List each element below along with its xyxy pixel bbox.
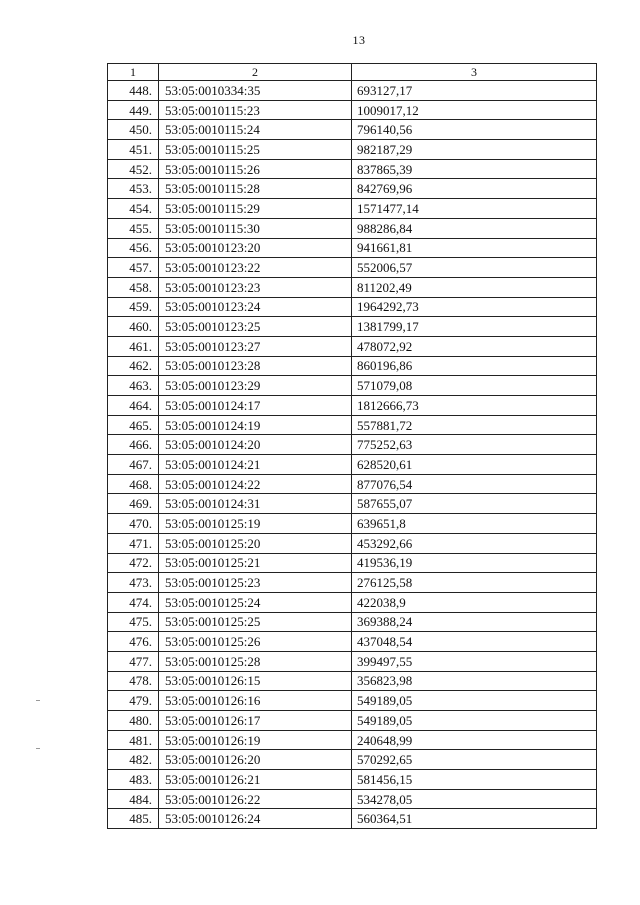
table-row	[108, 770, 597, 790]
cadastral-value: 860196,86	[352, 356, 597, 376]
table-row	[108, 789, 597, 809]
row-number: 479.	[108, 691, 159, 711]
cadastral-number: 53:05:0010126:17	[159, 711, 352, 731]
row-number: 466.	[108, 435, 159, 455]
row-number: 470.	[108, 514, 159, 534]
cadastral-number: 53:05:0010123:23	[159, 277, 352, 297]
row-number: 472.	[108, 553, 159, 573]
row-number: 460.	[108, 317, 159, 337]
cadastral-value: 628520,61	[352, 455, 597, 475]
table-row	[108, 573, 597, 593]
cadastral-number: 53:05:0010115:28	[159, 179, 352, 199]
table-row	[108, 474, 597, 494]
cadastral-number: 53:05:0010115:23	[159, 100, 352, 120]
row-number: 469.	[108, 494, 159, 514]
column-header-3: 3	[352, 64, 597, 81]
cadastral-value: 842769,96	[352, 179, 597, 199]
cadastral-number: 53:05:0010123:27	[159, 336, 352, 356]
row-number: 475.	[108, 612, 159, 632]
row-number: 480.	[108, 711, 159, 731]
cadastral-number: 53:05:0010125:28	[159, 651, 352, 671]
cadastral-value: 369388,24	[352, 612, 597, 632]
cadastral-number: 53:05:0010124:19	[159, 415, 352, 435]
cadastral-value: 419536,19	[352, 553, 597, 573]
row-number: 485.	[108, 809, 159, 829]
row-number: 484.	[108, 789, 159, 809]
cadastral-number: 53:05:0010126:20	[159, 750, 352, 770]
cadastral-value: 988286,84	[352, 218, 597, 238]
table-body	[108, 81, 597, 829]
row-number: 456.	[108, 238, 159, 258]
header-row	[108, 64, 597, 81]
margin-mark	[36, 748, 40, 749]
row-number: 464.	[108, 396, 159, 416]
cadastral-number: 53:05:0010126:22	[159, 789, 352, 809]
cadastral-number: 53:05:0010125:24	[159, 592, 352, 612]
cadastral-value: 982187,29	[352, 140, 597, 160]
page-number: 13	[352, 33, 366, 47]
cadastral-value: 1964292,73	[352, 297, 597, 317]
cadastral-value: 639651,8	[352, 514, 597, 534]
row-number: 478.	[108, 671, 159, 691]
table-row	[108, 376, 597, 396]
cadastral-number: 53:05:0010125:26	[159, 632, 352, 652]
table-row	[108, 356, 597, 376]
cadastral-value: 552006,57	[352, 258, 597, 278]
row-number: 473.	[108, 573, 159, 593]
table-row	[108, 297, 597, 317]
cadastral-number: 53:05:0010124:21	[159, 455, 352, 475]
table-row	[108, 750, 597, 770]
cadastral-number: 53:05:0010115:26	[159, 159, 352, 179]
cadastral-number: 53:05:0010126:15	[159, 671, 352, 691]
table-row	[108, 100, 597, 120]
cadastral-value: 775252,63	[352, 435, 597, 455]
cadastral-value: 1009017,12	[352, 100, 597, 120]
cadastral-number: 53:05:0010115:29	[159, 199, 352, 219]
cadastral-number: 53:05:0010125:20	[159, 533, 352, 553]
table-row	[108, 336, 597, 356]
row-number: 474.	[108, 592, 159, 612]
row-number: 476.	[108, 632, 159, 652]
cadastral-number: 53:05:0010126:16	[159, 691, 352, 711]
cadastral-number: 53:05:0010123:25	[159, 317, 352, 337]
cadastral-value: 1381799,17	[352, 317, 597, 337]
cadastral-value: 587655,07	[352, 494, 597, 514]
row-number: 461.	[108, 336, 159, 356]
table-row	[108, 514, 597, 534]
cadastral-number: 53:05:0010126:19	[159, 730, 352, 750]
row-number: 465.	[108, 415, 159, 435]
row-number: 458.	[108, 277, 159, 297]
row-number: 477.	[108, 651, 159, 671]
cadastral-value: 693127,17	[352, 81, 597, 101]
cadastral-number: 53:05:0010115:30	[159, 218, 352, 238]
cadastral-number: 53:05:0010115:25	[159, 140, 352, 160]
cadastral-value: 534278,05	[352, 789, 597, 809]
cadastral-number: 53:05:0010125:21	[159, 553, 352, 573]
cadastral-value: 877076,54	[352, 474, 597, 494]
row-number: 467.	[108, 455, 159, 475]
cadastral-value: 478072,92	[352, 336, 597, 356]
row-number: 471.	[108, 533, 159, 553]
cadastral-number: 53:05:0010123:22	[159, 258, 352, 278]
cadastral-number: 53:05:0010115:24	[159, 120, 352, 140]
row-number: 455.	[108, 218, 159, 238]
row-number: 450.	[108, 120, 159, 140]
cadastral-value: 453292,66	[352, 533, 597, 553]
row-number: 468.	[108, 474, 159, 494]
table-row	[108, 120, 597, 140]
row-number: 462.	[108, 356, 159, 376]
cadastral-value: 549189,05	[352, 711, 597, 731]
row-number: 453.	[108, 179, 159, 199]
row-number: 448.	[108, 81, 159, 101]
table-row	[108, 415, 597, 435]
table-row	[108, 494, 597, 514]
row-number: 454.	[108, 199, 159, 219]
table-row	[108, 632, 597, 652]
table-row	[108, 140, 597, 160]
row-number: 482.	[108, 750, 159, 770]
table-row	[108, 730, 597, 750]
cadastral-value: 276125,58	[352, 573, 597, 593]
table-row	[108, 691, 597, 711]
row-number: 457.	[108, 258, 159, 278]
cadastral-number: 53:05:0010123:28	[159, 356, 352, 376]
table-row	[108, 671, 597, 691]
cadastral-value: 581456,15	[352, 770, 597, 790]
cadastral-number: 53:05:0010125:23	[159, 573, 352, 593]
cadastral-value: 571079,08	[352, 376, 597, 396]
cadastral-number: 53:05:0010123:24	[159, 297, 352, 317]
row-number: 449.	[108, 100, 159, 120]
table-row	[108, 159, 597, 179]
table-row	[108, 238, 597, 258]
cadastral-value: 560364,51	[352, 809, 597, 829]
table-row	[108, 199, 597, 219]
cadastral-value: 811202,49	[352, 277, 597, 297]
table-row	[108, 533, 597, 553]
table-row	[108, 218, 597, 238]
cadastral-number: 53:05:0010125:19	[159, 514, 352, 534]
cadastral-number: 53:05:0010126:21	[159, 770, 352, 790]
cadastral-value-table	[107, 63, 597, 829]
table-row	[108, 435, 597, 455]
cadastral-number: 53:05:0010123:29	[159, 376, 352, 396]
table-row	[108, 179, 597, 199]
column-header-1: 1	[108, 64, 159, 81]
table-row	[108, 317, 597, 337]
cadastral-value: 437048,54	[352, 632, 597, 652]
cadastral-value: 557881,72	[352, 415, 597, 435]
table-row	[108, 277, 597, 297]
cadastral-number: 53:05:0010124:31	[159, 494, 352, 514]
cadastral-number: 53:05:0010124:22	[159, 474, 352, 494]
table-row	[108, 455, 597, 475]
table-row	[108, 396, 597, 416]
row-number: 452.	[108, 159, 159, 179]
cadastral-value: 399497,55	[352, 651, 597, 671]
cadastral-value: 1812666,73	[352, 396, 597, 416]
table-row	[108, 553, 597, 573]
column-header-2: 2	[159, 64, 352, 81]
row-number: 459.	[108, 297, 159, 317]
table-row	[108, 612, 597, 632]
row-number: 481.	[108, 730, 159, 750]
table-row	[108, 592, 597, 612]
row-number: 451.	[108, 140, 159, 160]
table-header	[108, 64, 597, 81]
cadastral-number: 53:05:0010124:17	[159, 396, 352, 416]
cadastral-number: 53:05:0010123:20	[159, 238, 352, 258]
row-number: 463.	[108, 376, 159, 396]
table-row	[108, 258, 597, 278]
table-row	[108, 651, 597, 671]
row-number: 483.	[108, 770, 159, 790]
cadastral-value: 422038,9	[352, 592, 597, 612]
cadastral-value: 796140,56	[352, 120, 597, 140]
cadastral-value: 941661,81	[352, 238, 597, 258]
cadastral-number: 53:05:0010124:20	[159, 435, 352, 455]
table-row	[108, 711, 597, 731]
table-row	[108, 81, 597, 101]
cadastral-value: 837865,39	[352, 159, 597, 179]
cadastral-number: 53:05:0010334:35	[159, 81, 352, 101]
cadastral-number: 53:05:0010125:25	[159, 612, 352, 632]
cadastral-value: 1571477,14	[352, 199, 597, 219]
cadastral-value: 570292,65	[352, 750, 597, 770]
cadastral-value: 356823,98	[352, 671, 597, 691]
cadastral-value: 240648,99	[352, 730, 597, 750]
cadastral-value: 549189,05	[352, 691, 597, 711]
table-row	[108, 809, 597, 829]
margin-mark	[36, 700, 40, 701]
cadastral-number: 53:05:0010126:24	[159, 809, 352, 829]
